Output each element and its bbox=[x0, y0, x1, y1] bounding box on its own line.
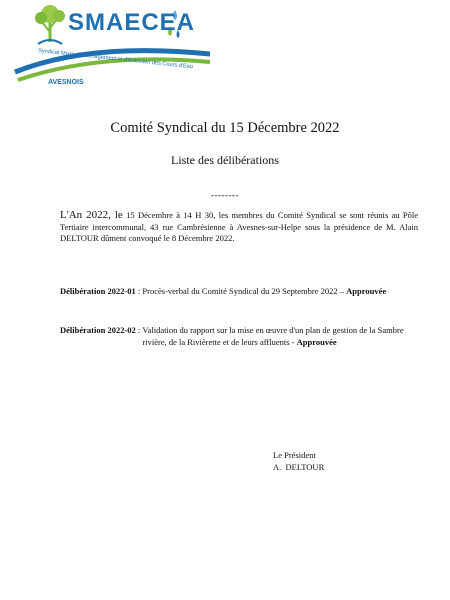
intro-text: 15 Décembre à 14 H 30, les membres du Comité Syndical se sont réunis au Pôle Tertiaire intercommunal, 43 rue Cambrésienne à Avesnes-sur-Helpe sous la présidence de M. Alain DELTOUR dûment convoqué le 8 Décembre 2022. bbox=[60, 210, 418, 243]
document-title: Comité Syndical du 15 Décembre 2022 bbox=[110, 120, 340, 136]
deliberation-status: Approuvée bbox=[296, 336, 337, 347]
deliberation-text: Procès-verbal du Comité Syndical du 29 Septembre 2022 – bbox=[142, 286, 347, 296]
deliberation-status: Approuvée bbox=[346, 286, 387, 296]
signature-role: Le Président bbox=[273, 450, 316, 460]
deliberation-item bbox=[60, 286, 420, 298]
logo-region: AVESNOIS bbox=[48, 79, 84, 86]
intro-lead: L'An 2022, le bbox=[60, 209, 123, 221]
signature-block bbox=[273, 450, 324, 473]
smaecea-logo bbox=[10, 2, 215, 88]
document-subtitle: Liste des délibérations bbox=[171, 153, 279, 167]
deliberation-separator: : bbox=[135, 325, 143, 335]
deliberation-separator: : bbox=[135, 286, 143, 296]
logo-tagline: Syndicat Mixte d'Aménagement et d'Entretien des Cours d'Eau bbox=[37, 48, 194, 71]
intro-paragraph bbox=[60, 210, 418, 245]
tree-icon bbox=[35, 5, 65, 44]
deliberation-number: Délibération 2022-02 bbox=[60, 325, 136, 335]
separator-line: -------- bbox=[211, 190, 239, 200]
deliberation-text: Validation du rapport sur la mise en œuvre d'un plan de gestion de la Sambre rivière, de la Rivièrette et de leurs affluents - bbox=[142, 325, 404, 347]
deliberation-number: Délibération 2022-01 bbox=[60, 286, 136, 296]
signature-name: A. DELTOUR bbox=[273, 461, 325, 472]
deliberation-item bbox=[60, 325, 420, 348]
logo-name: SMAECEA bbox=[68, 9, 196, 36]
